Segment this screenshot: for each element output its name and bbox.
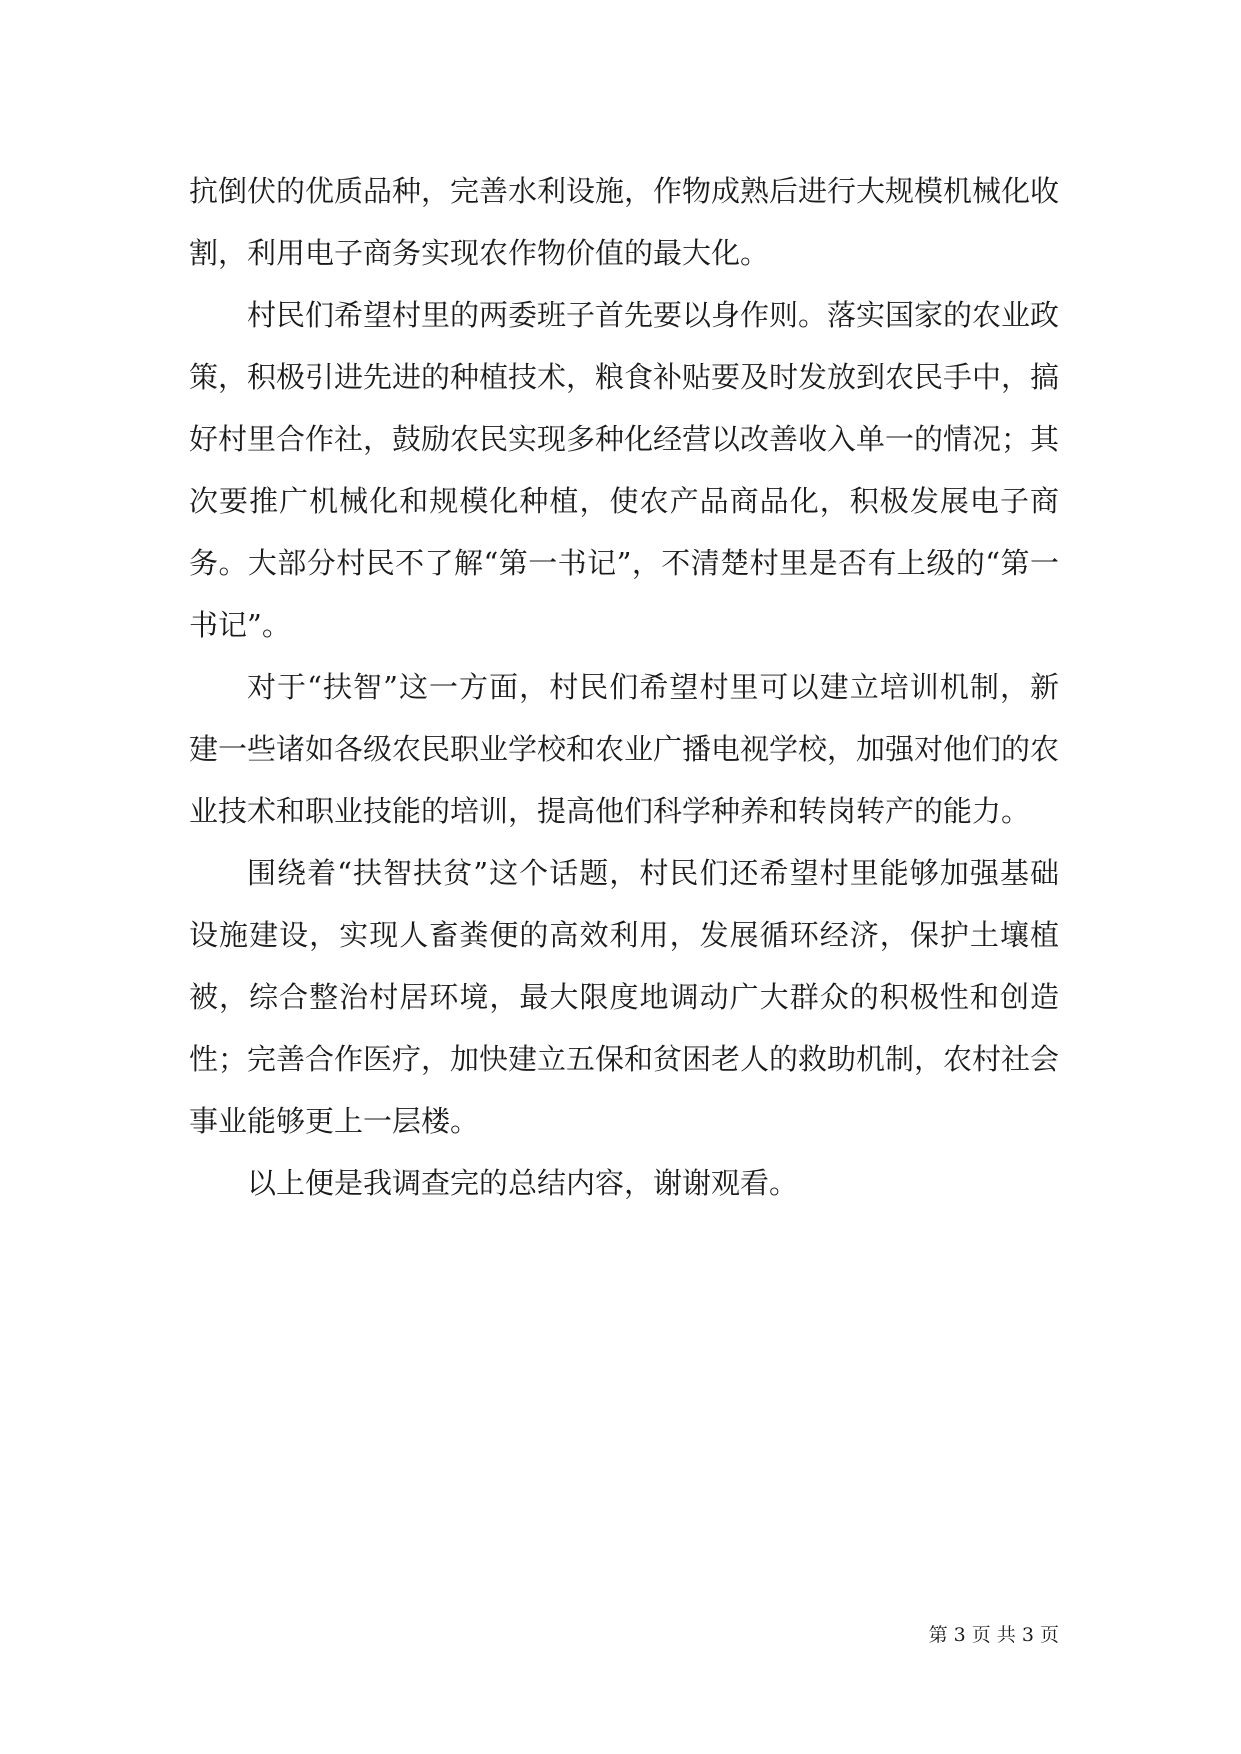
- paragraph-4: 围绕着“扶智扶贫”这个话题，村民们还希望村里能够加强基础设施建设，实现人畜粪便的高效利用，发展循环经济，保护土壤植被，综合整治村居环境，最大限度地调动广大群众的积极性和创造性；完善合作医疗，加快建立五保和贫困老人的救助机制，农村社会事业能够更上一层楼。: [189, 856, 1060, 1138]
- paragraph-3: 对于“扶智”这一方面，村民们希望村里可以建立培训机制，新建一些诸如各级农民职业学校和农业广播电视学校，加强对他们的农业技术和职业技能的培训，提高他们科学种养和转岗转产的能力。: [189, 670, 1060, 828]
- paragraph-1: 抗倒伏的优质品种，完善水利设施，作物成熟后进行大规模机械化收割，利用电子商务实现农作物价值的最大化。: [189, 174, 1060, 270]
- paragraph-5: 以上便是我调查完的总结内容，谢谢观看。: [247, 1166, 799, 1200]
- paragraph-2: 村民们希望村里的两委班子首先要以身作则。落实国家的农业政策，积极引进先进的种植技术，粮食补贴要及时发放到农民手中，搞好村里合作社，鼓励农民实现多种化经营以改善收入单一的情况；其次要推广机械化和规模化种植，使农产品商品化，积极发展电子商务。大部分村民不了解“第一书记”，不清楚村里是否有上级的“第一书记”。: [189, 298, 1060, 642]
- page-number-footer: 第 3 页 共 3 页: [928, 1624, 1059, 1646]
- document-body: [189, 160, 1059, 1214]
